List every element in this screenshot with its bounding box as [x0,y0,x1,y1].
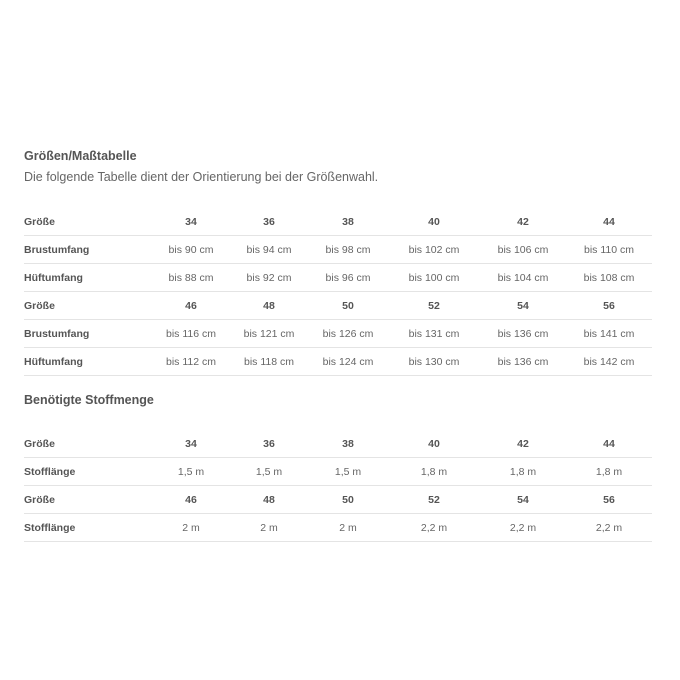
value-cell: 2 m [308,514,388,542]
value-cell: bis 126 cm [308,320,388,348]
value-cell: 1,5 m [230,458,308,486]
table-row [24,264,652,292]
size-cell: 48 [230,292,308,320]
row-label: Hüftumfang [24,264,152,292]
row-label: Größe [24,292,152,320]
size-header-row [24,486,652,514]
value-cell: 2 m [230,514,308,542]
size-cell: 52 [388,292,480,320]
size-cell: 34 [152,208,230,236]
row-label: Größe [24,486,152,514]
value-cell: bis 142 cm [566,348,652,376]
value-cell: bis 102 cm [388,236,480,264]
value-cell: 2 m [152,514,230,542]
value-cell: 1,8 m [566,458,652,486]
size-chart-title: Größen/Maßtabelle [24,149,137,163]
size-cell: 40 [388,208,480,236]
size-cell: 56 [566,486,652,514]
table-row [24,458,652,486]
row-label: Größe [24,430,152,458]
size-cell: 44 [566,208,652,236]
size-cell: 42 [480,208,566,236]
row-label: Brustumfang [24,320,152,348]
table-row [24,514,652,542]
size-cell: 36 [230,430,308,458]
value-cell: bis 121 cm [230,320,308,348]
value-cell: 1,8 m [480,458,566,486]
value-cell: bis 131 cm [388,320,480,348]
size-cell: 44 [566,430,652,458]
value-cell: 2,2 m [388,514,480,542]
value-cell: bis 136 cm [480,348,566,376]
value-cell: bis 104 cm [480,264,566,292]
size-cell: 54 [480,486,566,514]
row-label: Stofflänge [24,514,152,542]
table-row [24,236,652,264]
value-cell: bis 108 cm [566,264,652,292]
value-cell: bis 116 cm [152,320,230,348]
size-cell: 50 [308,486,388,514]
row-label: Stofflänge [24,458,152,486]
value-cell: bis 106 cm [480,236,566,264]
size-cell: 52 [388,486,480,514]
size-cell: 48 [230,486,308,514]
value-cell: 1,8 m [388,458,480,486]
value-cell: bis 110 cm [566,236,652,264]
value-cell: bis 94 cm [230,236,308,264]
value-cell: bis 124 cm [308,348,388,376]
size-header-row [24,292,652,320]
value-cell: bis 98 cm [308,236,388,264]
size-cell: 42 [480,430,566,458]
value-cell: bis 90 cm [152,236,230,264]
fabric-amount-table [24,430,652,542]
value-cell: bis 100 cm [388,264,480,292]
size-cell: 56 [566,292,652,320]
value-cell: 1,5 m [308,458,388,486]
value-cell: bis 112 cm [152,348,230,376]
value-cell: bis 92 cm [230,264,308,292]
size-cell: 50 [308,292,388,320]
size-cell: 38 [308,208,388,236]
row-label: Größe [24,208,152,236]
value-cell: bis 96 cm [308,264,388,292]
value-cell: bis 141 cm [566,320,652,348]
size-info-content [24,146,652,542]
size-chart-table [24,208,652,376]
size-header-row [24,430,652,458]
size-header-row [24,208,652,236]
size-cell: 36 [230,208,308,236]
size-cell: 46 [152,486,230,514]
value-cell: bis 118 cm [230,348,308,376]
table-row [24,348,652,376]
size-cell: 40 [388,430,480,458]
size-cell: 46 [152,292,230,320]
size-cell: 54 [480,292,566,320]
size-chart-description: Die folgende Tabelle dient der Orientierung bei der Größenwahl. [24,170,379,184]
value-cell: 2,2 m [480,514,566,542]
size-cell: 34 [152,430,230,458]
row-label: Brustumfang [24,236,152,264]
value-cell: bis 88 cm [152,264,230,292]
value-cell: bis 130 cm [388,348,480,376]
value-cell: 2,2 m [566,514,652,542]
fabric-amount-title: Benötigte Stoffmenge [24,393,154,407]
table-row [24,320,652,348]
value-cell: 1,5 m [152,458,230,486]
row-label: Hüftumfang [24,348,152,376]
value-cell: bis 136 cm [480,320,566,348]
size-cell: 38 [308,430,388,458]
